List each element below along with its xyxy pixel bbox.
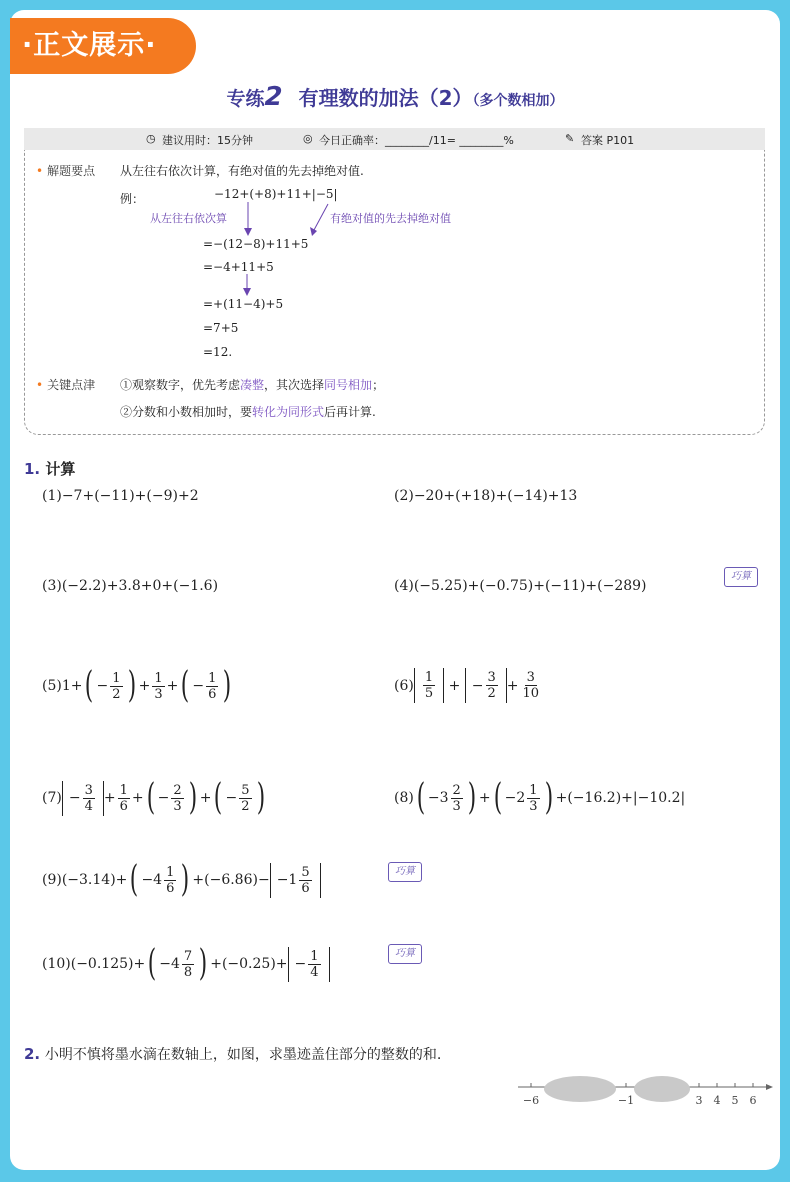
number-line — [518, 1075, 773, 1115]
example-step-5: =12. — [203, 345, 233, 359]
tip-text-1: 从左往右依次计算，有绝对值的先去掉绝对值. — [120, 164, 364, 178]
section-banner: ·正文展示· — [10, 18, 196, 74]
tip-badge-4: 巧算 — [724, 567, 758, 587]
pen-icon: ✎ — [565, 132, 575, 145]
check-icon: ◎ — [303, 132, 313, 145]
problem-1: (1)−7+(−11)+(−9)+2 — [42, 488, 199, 504]
example-arrow-down — [240, 274, 254, 298]
key-point-2: ②分数和小数相加时，要转化为同形式后再计算. — [120, 405, 376, 419]
example-step-2: =−4+11+5 — [203, 260, 274, 274]
tick-label-neg1: −1 — [617, 1094, 635, 1107]
clock-icon: ◷ — [146, 132, 156, 145]
example-step-3: =+(11−4)+5 — [203, 297, 284, 311]
tip-label-1: • 解题要点 — [36, 164, 96, 178]
problem-5: (5)1+ ( − $\frac{1}{2}$ ) + $\frac{1}{3}$ + ( − $\frac{1}{6}$ ) — [42, 665, 232, 706]
problem-8: (8) ( −3 $\frac{2}{3}$ ) + ( −2 $\frac{1}{3}$ ) +(−16.2)+|−10.2| — [394, 777, 686, 818]
answer-ref: 答案 P101 — [581, 134, 635, 147]
tick-label-3: 3 — [695, 1094, 703, 1107]
ink-blot-2 — [634, 1076, 690, 1102]
problem-10: (10)(−0.125)+ ( −4 $\frac{7}{8}$ ) +(−0.25)+ − $\frac{1}{4}$ — [42, 946, 330, 982]
title-main: 有理数的加法（2） — [298, 86, 473, 110]
problem-6: (6) $\frac{1}{5}$ + − $\frac{3}{2}$ + $\frac{3}{10}$ — [394, 670, 540, 701]
key-point-1: ①观察数字，优先考虑凑整，其次选择同号相加； — [120, 378, 385, 392]
title-number: 2 — [264, 82, 283, 112]
problem-4: (4)(−5.25)+(−0.75)+(−11)+(−289) — [394, 578, 647, 594]
accuracy-field: 今日正确率：________/11= ________% — [319, 134, 514, 147]
ink-blot-1 — [544, 1076, 616, 1102]
tick-label-neg6: −6 — [522, 1094, 540, 1107]
example-arrows — [230, 200, 340, 242]
problem-3: (3)(−2.2)+3.8+0+(−1.6) — [42, 578, 219, 594]
note-left: 从左往右依次算 — [150, 212, 227, 225]
tick-label-5: 5 — [731, 1094, 739, 1107]
question-1-heading: 1. 计算 — [24, 460, 76, 478]
info-bar — [24, 128, 765, 150]
example-expr: −12+(+8)+11+|−5| — [214, 187, 338, 201]
problem-7: (7) − $\frac{3}{4}$ + $\frac{1}{6}$ + ( − $\frac{2}{3}$ ) + ( − $\frac{5}{2}$ ) — [42, 777, 265, 818]
question-2: 2. 小明不慎将墨水滴在数轴上，如图，求墨迹盖住部分的整数的和. — [24, 1045, 442, 1063]
suggested-time: 建议用时：15分钟 — [162, 134, 253, 147]
page-title — [0, 82, 790, 112]
tip-label-2: • 关键点津 — [36, 378, 96, 392]
title-prefix: 专练 — [226, 88, 265, 110]
tip-badge-10: 巧算 — [388, 944, 422, 964]
note-right: 有绝对值的先去掉绝对值 — [330, 212, 451, 225]
problem-2: (2)−20+(+18)+(−14)+13 — [394, 488, 578, 504]
example-step-1: =−(12−8)+11+5 — [203, 237, 309, 251]
title-sub: （多个数相加） — [472, 93, 564, 109]
tip-badge-9: 巧算 — [388, 862, 422, 882]
example-step-4: =7+5 — [203, 321, 239, 335]
example-label: 例： — [120, 192, 145, 206]
tick-label-6: 6 — [749, 1094, 757, 1107]
tick-label-4: 4 — [713, 1094, 721, 1107]
problem-9: (9)(−3.14)+ ( −4 $\frac{1}{6}$ ) +(−6.86)− −1 $\frac{5}{6}$ — [42, 862, 321, 898]
